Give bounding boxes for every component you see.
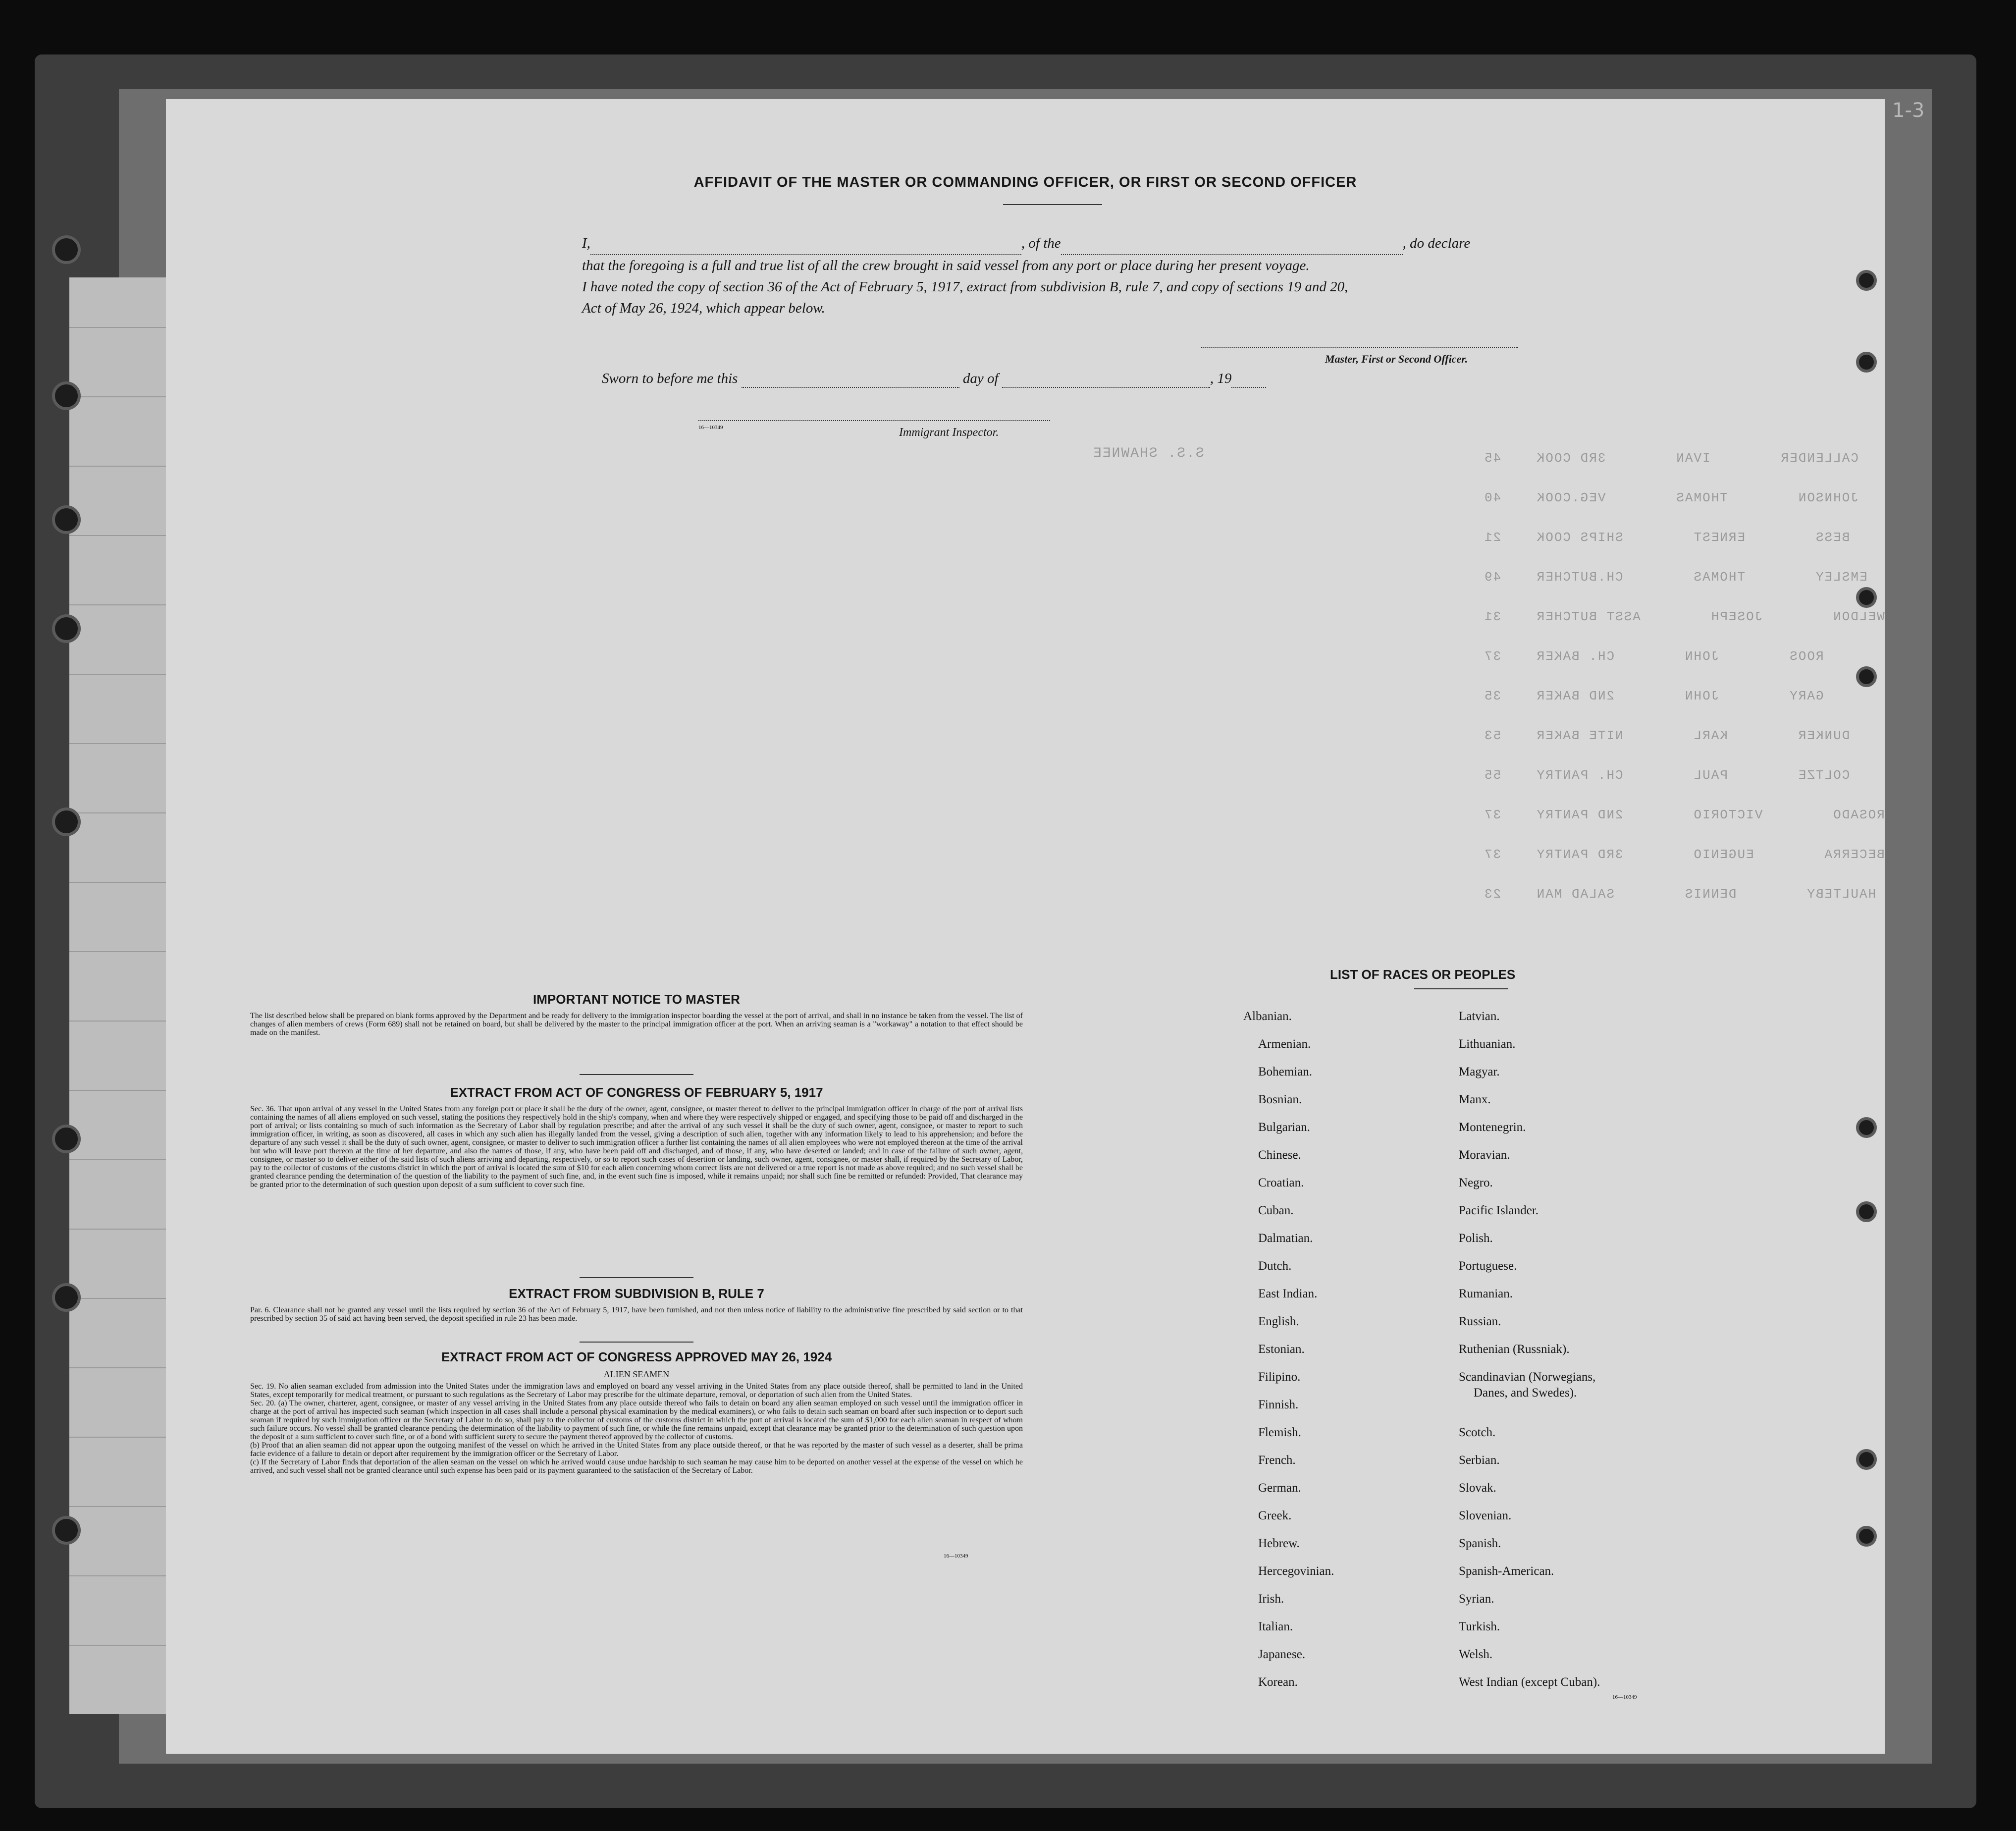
binder-hole	[52, 505, 81, 534]
ghost-row: DUNKER KARL NITE BAKER 53	[1484, 728, 1850, 743]
races-rule	[1414, 988, 1508, 989]
alien-seamen-subtitle: ALIEN SEAMEN	[603, 1369, 670, 1379]
ghost-row: HAULTEBY DENNIS SALAD MAN 23	[1484, 887, 1876, 902]
binder-hole	[52, 808, 81, 836]
extract-form-number: 16—10349	[944, 1553, 968, 1559]
year-prefix: , 19	[1210, 371, 1232, 386]
signature-line	[1201, 347, 1518, 348]
race-item: Korean.	[1258, 1675, 1298, 1689]
races-title: LIST OF RACES OR PEOPLES	[1330, 967, 1516, 982]
race-item: Serbian.	[1459, 1454, 1500, 1467]
manifest-page	[166, 99, 1885, 1754]
ghost-row: WELDON JOSEPH ASST BUTCHER 31	[1484, 609, 1885, 624]
extract-1917-body: Sec. 36. That upon arrival of any vessel in the United States from any foreign port or place it shall be the duty of the owner, agent, consignee, or master thereof to deliver to the principal immigration officer in charge of the port of arrival lists containing the names of all aliens employed on such vessel, stating the positions they respectively hold in the ship's company, when and where they were respectively shipped or engaged, and specifying those to be paid off and discharged in the port of arrival; or lists containing so much of such information as the Secretary of Labor shall by regulation prescribe; and after the arrival of any such vessel it shall be the duty of such owner, agent, consignee, or master to report to such immigration officer, in writing, as soon as discovered, all cases in which any such alien has illegally landed from the vessel, giving a description of such alien, together with any information likely to lead to his apprehension; and before the departure of any such vessel it shall be the duty of such owner, agent, consignee, or master to deliver to such immigration officer a further list containing the names of all alien employees who were not employed thereon at the time of the arrival but who will leave port thereon at the time of her departure, and also the names of those, if any, who have been paid off and discharged, and of those, if any, who have deserted or landed; and in case of the failure of such owner, agent, consignee, or master so to deliver either of the said lists of such aliens arriving and departing, respectively, or so to report such cases of desertion or landing, such owner, agent, consignee, or master shall, if required by the Secretary of Labor, pay to the collector of customs of the customs district in which the port of arrival is located the sum of $10 for each alien concerning whom correct lists are not delivered or a true report is not made as above required; and no such vessel shall be granted clearance pending the determination of the question of the liability to the payment of such fine, and, in the event such fine is imposed, while it remains unpaid; nor shall such fine be remitted or refunded: Provided, That clearance may be granted prior to the determination of such question upon deposit of a sum sufficient to cover such fine.	[250, 1105, 1023, 1189]
race-item: Portuguese.	[1459, 1259, 1517, 1273]
month-blank	[1002, 371, 1210, 388]
notice-body: The list described below shall be prepared on blank forms approved by the Department and be ready for delivery to the immigration inspector boarding the vessel at the port of arrival, and shall in no instance be taken from the vessel. The list of changes of alien members of crews (Form 689) shall not be retained on board, but shall be delivered by the master to the principal immigration officer at the port. When an arriving seaman is a "workaway" a notation to that effect should be made on the manifest.	[250, 1012, 1023, 1037]
race-item: Pacific Islander.	[1459, 1204, 1539, 1217]
name-blank	[590, 233, 1021, 255]
section-rule	[580, 1277, 693, 1278]
ghost-row: JOHNSON THOMAS VEG.COOK 40	[1484, 490, 1858, 505]
of-the-label: , of the	[1021, 235, 1061, 251]
sec-20a: Sec. 20. (a) The owner, charterer, agent, consignee, or master of any vessel arriving in the United States from any place outside thereof who fails to detain on board any alien seaman employed on such vessel until the immigration officer in charge at the port of arrival has inspected such seaman (which inspection in all cases shall include a personal physical examination by the medical examiners), or who fails to detain such seaman on board after such inspection or to deport such seaman if required by such immigration officer or the Secretary of Labor to do so, shall pay to the collector of customs of the customs district in which the port of arrival is located the sum of $1,000 for each alien seaman in respect of whom such failure occurs. No vessel shall be granted clearance pending the determination of the liability to payment of such fine, or while the fine remains unpaid, except that clearance may be granted prior to the determination of such question upon the deposit of a sum sufficient to cover such fine, or of a bond with sufficient surety to secure the payment thereof approved by the collector of customs.	[250, 1399, 1023, 1441]
binder-hole	[52, 381, 81, 410]
inspector-line	[698, 420, 1050, 421]
race-item: Estonian.	[1258, 1343, 1305, 1356]
race-item: Spanish-American.	[1459, 1564, 1554, 1578]
race-item: Scotch.	[1459, 1426, 1496, 1439]
race-item: Croatian.	[1258, 1176, 1304, 1189]
punch-hole	[1856, 666, 1877, 687]
affidavit-line2: that the foregoing is a full and true list of all the crew brought in said vessel from any port or place during her present voyage.	[582, 258, 1310, 273]
race-item: Rumanian.	[1459, 1287, 1513, 1300]
race-item: Manx.	[1459, 1093, 1491, 1106]
race-item: Magyar.	[1459, 1065, 1500, 1078]
extract-1917-title: EXTRACT FROM ACT OF CONGRESS OF FEBRUARY 5, 1917	[450, 1085, 823, 1100]
race-item: Cuban.	[1258, 1204, 1294, 1217]
ghost-row: GARY JOHN 2ND BAKER 35	[1484, 689, 1824, 703]
race-item: Latvian.	[1459, 1010, 1500, 1023]
ghost-row: ROSADO VICTORIO 2ND PANTRY 37	[1484, 808, 1885, 822]
section-rule	[580, 1074, 693, 1075]
race-item: Russian.	[1459, 1315, 1501, 1328]
section-rule	[580, 1342, 693, 1343]
ghost-row: EMSLEY THOMAS CH.BUTCHER 49	[1484, 570, 1867, 585]
inspector-form-number: 16—10349	[698, 425, 723, 431]
ghost-row: BESS ERNEST SHIPS COOK 21	[1484, 530, 1850, 545]
race-item: Scandinavian (Norwegians,	[1459, 1370, 1596, 1384]
rule7-body: Par. 6. Clearance shall not be granted any vessel until the lists required by section 36 of the Act of February 5, 1917, have been furnished, and not then unless notice of liability to the administrative fine prescribed by said section or to that prescribed by section 35 of said act having been served, the deposit specified in rule 23 has been made.	[250, 1306, 1023, 1323]
ghost-row: ROOS JOHN CH. BAKER 37	[1484, 649, 1824, 664]
race-item: Spanish.	[1459, 1537, 1501, 1550]
binder-hole	[52, 1283, 81, 1312]
punch-hole	[1856, 1449, 1877, 1470]
punch-hole	[1856, 270, 1877, 291]
punch-hole	[1856, 1526, 1877, 1547]
race-item: Bosnian.	[1258, 1093, 1302, 1106]
race-item: Montenegrin.	[1459, 1121, 1526, 1134]
sec-19: Sec. 19. No alien seaman excluded from admission into the United States under the immigration laws and employed on board any vessel arriving in the United States from any place outside thereof, shall be permitted to land in the United States, except temporarily for medical treatment, or pursuant to such regulations as the Secretary of Labor may prescribe for the ultimate departure, removal, or deportation of such alien from the United States.	[250, 1382, 1023, 1399]
ghost-vessel-name: S.S. SHAWNEE	[1092, 446, 1204, 461]
title-rule	[1003, 204, 1102, 205]
notice-title: IMPORTANT NOTICE TO MASTER	[533, 992, 740, 1007]
binder-hole	[52, 614, 81, 643]
race-item: Slovenian.	[1459, 1509, 1512, 1522]
sec-20b: (b) Proof that an alien seaman did not appear upon the outgoing manifest of the vessel on which he arrived in the United States from any place outside thereof, or that he was reported by the master of such vessel as a deserter, shall be prima facie evidence of a failure to detain or deport after requirement by the immigration officer or the Secretary of Labor.	[250, 1441, 1023, 1458]
punch-hole	[1856, 1117, 1877, 1138]
race-item: Welsh.	[1459, 1648, 1493, 1661]
race-item: German.	[1258, 1481, 1301, 1495]
rule7-title: EXTRACT FROM SUBDIVISION B, RULE 7	[509, 1286, 764, 1301]
vessel-blank	[1061, 233, 1403, 255]
race-item: Filipino.	[1258, 1370, 1301, 1384]
lined-strip	[69, 277, 168, 1714]
race-item: Turkish.	[1459, 1620, 1500, 1633]
race-item: English.	[1258, 1315, 1299, 1328]
race-item: Hebrew.	[1258, 1537, 1300, 1550]
extract-1924-body	[250, 1382, 1023, 1475]
sec-20c: (c) If the Secretary of Labor finds that deportation of the alien seaman on the vessel on which he arrived would cause undue hardship to such seaman he may cause him to be deported on another vessel at the expense of the vessel on which he arrived, and such vessel shall not be granted clearance until such expense has been paid or its payment guaranteed to the satisfaction of the Secretary of Labor.	[250, 1458, 1023, 1475]
race-item: Flemish.	[1258, 1426, 1301, 1439]
race-item: Slovak.	[1459, 1481, 1496, 1495]
race-item: Moravian.	[1459, 1148, 1510, 1162]
race-item: Polish.	[1459, 1232, 1493, 1245]
signature-caption: Master, First or Second Officer.	[1325, 353, 1468, 365]
affidavit-line3: I have noted the copy of section 36 of the Act of February 5, 1917, extract from subdivision B, rule 7, and copy of sections 19 and 20,	[582, 279, 1348, 295]
punch-hole	[1856, 587, 1877, 608]
day-of-label: day of	[962, 371, 999, 386]
affidavit-title: AFFIDAVIT OF THE MASTER OR COMMANDING OFFICER, OR FIRST OR SECOND OFFICER	[693, 174, 1357, 190]
sworn-day-blank	[742, 371, 959, 388]
ghost-row: CALLENDER IVAN 3RD COOK 45	[1484, 451, 1858, 466]
ghost-row: BECERRA EUGENIO 3RD PANTRY 37	[1484, 847, 1885, 862]
binder-hole	[52, 235, 81, 264]
i-label: I,	[582, 235, 590, 251]
punch-hole	[1856, 1201, 1877, 1222]
race-item: Italian.	[1258, 1620, 1293, 1633]
sworn-label: Sworn to before me this	[602, 371, 738, 386]
race-item: Bohemian.	[1258, 1065, 1313, 1078]
race-item: Bulgarian.	[1258, 1121, 1310, 1134]
race-item: Hercegovinian.	[1258, 1564, 1334, 1578]
corner-annotation: 1-3	[1892, 99, 1925, 122]
ghost-row: COLTZE PAUL CH. PANTRY 55	[1484, 768, 1850, 783]
race-item: French.	[1258, 1454, 1296, 1467]
year-blank	[1231, 371, 1266, 388]
race-item: Negro.	[1459, 1176, 1493, 1189]
race-item: West Indian (except Cuban).	[1459, 1675, 1600, 1689]
race-item: Japanese.	[1258, 1648, 1306, 1661]
punch-hole	[1856, 352, 1877, 373]
race-item: Armenian.	[1258, 1037, 1311, 1051]
race-item: Chinese.	[1258, 1148, 1301, 1162]
inspector-caption: Immigrant Inspector.	[899, 426, 999, 439]
race-item: Dutch.	[1258, 1259, 1292, 1273]
race-item: Greek.	[1258, 1509, 1292, 1522]
sworn-line	[602, 371, 1266, 388]
race-item: Danes, and Swedes).	[1474, 1386, 1577, 1400]
do-declare-label: , do declare	[1402, 235, 1471, 251]
affidavit-line4: Act of May 26, 1924, which appear below.	[582, 300, 825, 316]
binder-hole	[52, 1125, 81, 1153]
race-item: Ruthenian (Russniak).	[1459, 1343, 1570, 1356]
race-item: Lithuanian.	[1459, 1037, 1516, 1051]
affidavit-body	[582, 233, 1642, 319]
extract-1924-title: EXTRACT FROM ACT OF CONGRESS APPROVED MAY 26, 1924	[441, 1349, 832, 1364]
races-form-number: 16—10349	[1612, 1694, 1637, 1700]
race-item: East Indian.	[1258, 1287, 1318, 1300]
race-item: Dalmatian.	[1258, 1232, 1313, 1245]
race-item: Finnish.	[1258, 1398, 1299, 1411]
race-item: Syrian.	[1459, 1592, 1494, 1606]
binder-hole	[52, 1516, 81, 1545]
race-item: Albanian.	[1243, 1010, 1292, 1023]
race-item: Irish.	[1258, 1592, 1284, 1606]
affidavit-line1	[582, 233, 1642, 255]
